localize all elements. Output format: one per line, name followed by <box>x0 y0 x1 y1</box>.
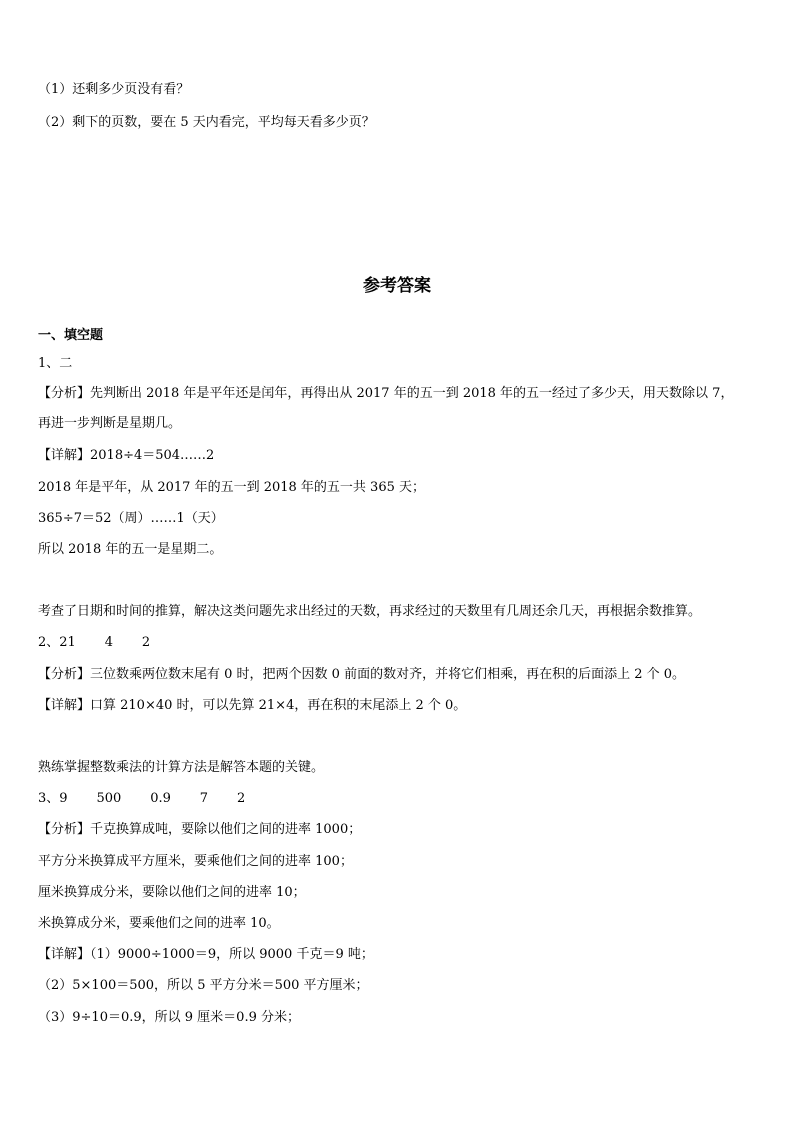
answer-1-head: 1、二 <box>38 356 73 371</box>
section-heading: 一、填空题 <box>38 328 104 343</box>
answer-1-detail-line1: 【详解】2018÷4＝504……2 <box>38 448 215 463</box>
answer-2-head: 2、21 4 2 <box>38 635 151 650</box>
answer-3-head: 3、9 500 0.9 7 2 <box>38 791 246 806</box>
answer-1-analysis-line2: 再进一步判断是星期几。 <box>38 416 182 431</box>
question-1: （1）还剩多少页没有看？ <box>38 82 190 97</box>
answer-2-comment: 熟练掌握整数乘法的计算方法是解答本题的关键。 <box>38 760 325 775</box>
answer-3-analysis-line2: 平方分米换算成平方厘米，要乘他们之间的进率 100； <box>38 854 353 869</box>
answer-2-analysis: 【分析】三位数乘两位数末尾有 0 时，把两个因数 0 前面的数对齐，并将它们相乘，再在积的后面添上 2 个 0。 <box>38 667 686 682</box>
answer-1-detail-line4: 所以 2018 年的五一是星期二。 <box>38 542 223 557</box>
answer-3-detail-line2: （2）5×100＝500，所以 5 平方分米＝500 平方厘米； <box>38 978 369 993</box>
question-2: （2）剩下的页数，要在 5 天内看完，平均每天看多少页？ <box>38 115 375 130</box>
answer-3-analysis-line4: 米换算成分米，要乘他们之间的进率 10。 <box>38 916 280 931</box>
answer-3-analysis-line3: 厘米换算成分米，要除以他们之间的进率 10； <box>38 885 306 900</box>
answer-1-comment: 考查了日期和时间的推算，解决这类问题先求出经过的天数，再求经过的天数里有几周还余几天，再根据余数推算。 <box>38 604 702 619</box>
answer-3-detail-line1: 【详解】（1）9000÷1000＝9，所以 9000 千克＝9 吨； <box>38 947 374 962</box>
answer-3-analysis-line1: 【分析】千克换算成吨，要除以他们之间的进率 1000； <box>38 822 362 837</box>
answer-2-detail: 【详解】口算 210×40 时，可以先算 21×4，再在积的末尾添上 2 个 0。 <box>38 698 467 713</box>
answer-1-detail-line3: 365÷7＝52（周）……1（天） <box>38 511 224 526</box>
answer-3-detail-line3: （3）9÷10＝0.9，所以 9 厘米＝0.9 分米； <box>38 1010 300 1025</box>
answers-title: 参考答案 <box>363 276 431 296</box>
answer-1-detail-line2: 2018 年是平年，从 2017 年的五一到 2018 年的五一共 365 天； <box>38 480 425 495</box>
answer-1-analysis-line1: 【分析】先判断出 2018 年是平年还是闰年，再得出从 2017 年的五一到 2018 年的五一经过了多少天，用天数除以 7， <box>38 386 734 401</box>
